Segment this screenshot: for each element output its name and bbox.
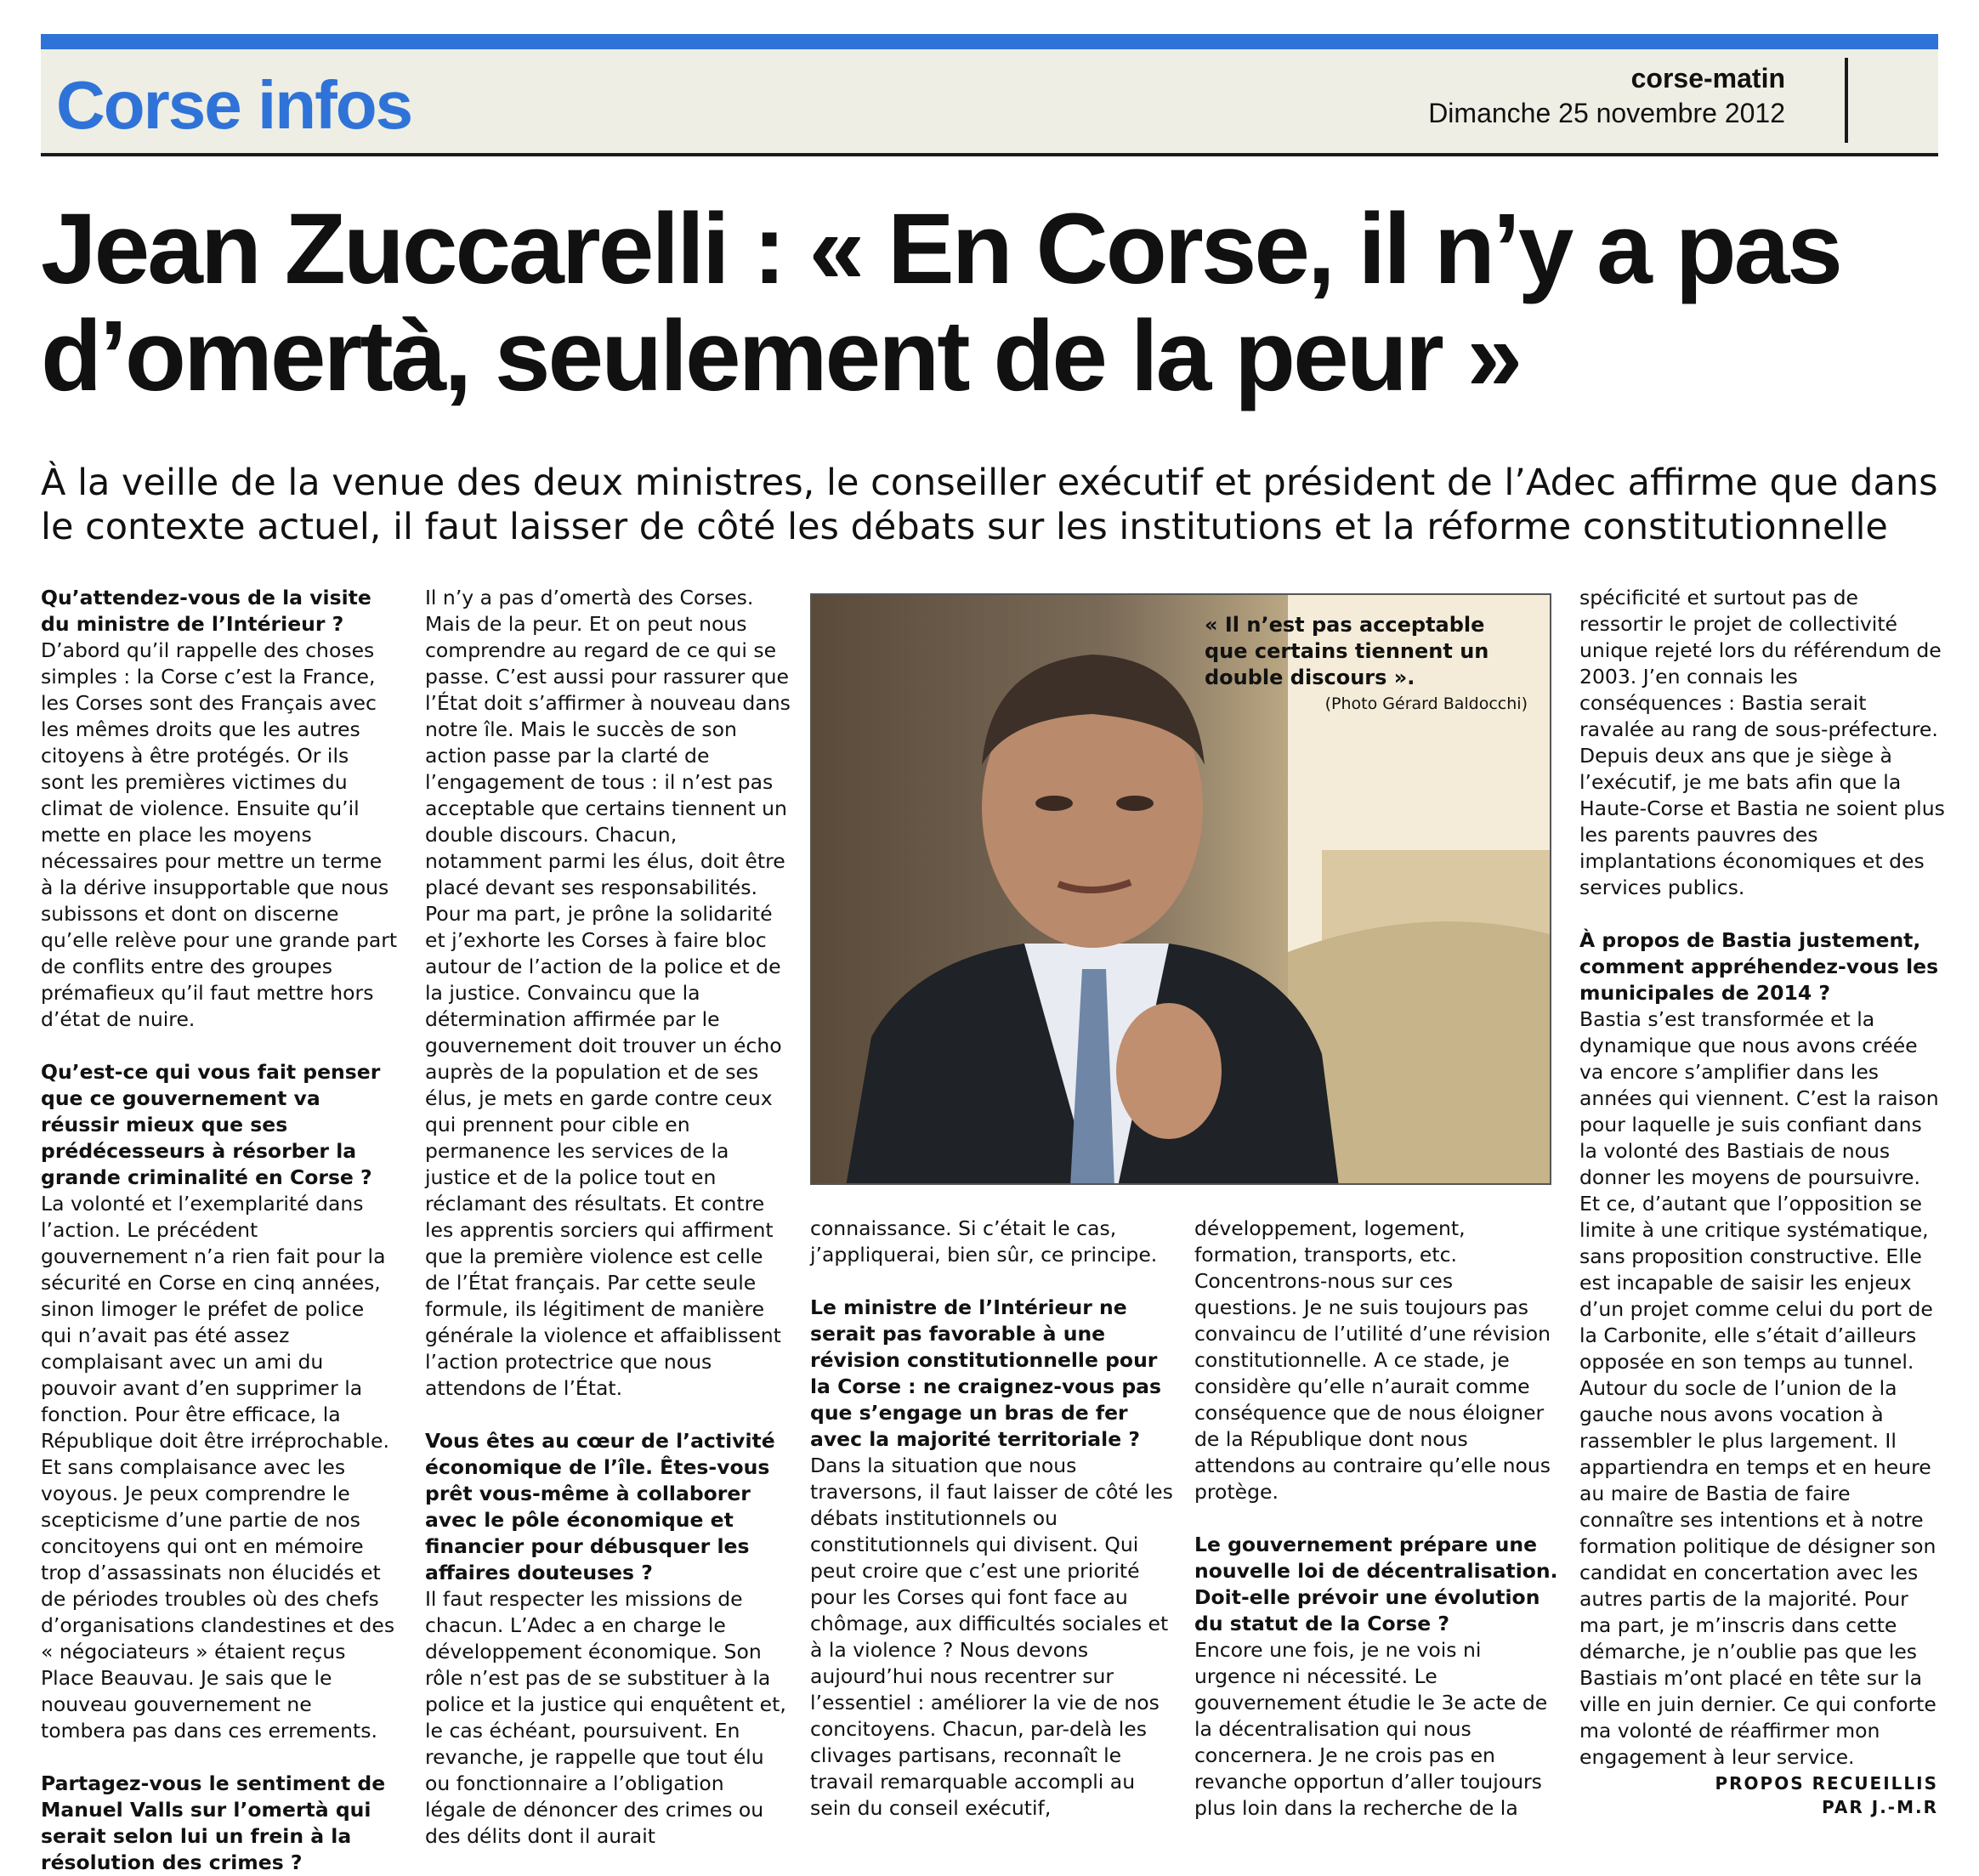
answer: développement, logement, formation, transports, etc. Concentrons-nous sur ces questions. Je ne suis toujours pas convaincu de l’utilité d’une révision constitutionnelle. A ce stade, je considère qu’elle n’aurait comme conséquence que de nous éloigner de la République dont nous attendons au contraire qu’elle nous protège. — [1194, 1216, 1551, 1504]
answer: Il faut respecter les missions de chacun. L’Adec a en charge le développement économique. Son rôle n’est pas de se substituer à la police et la justice qui enquêtent et, le cas échéant, poursuivent. En revanche, je rappelle que tout élu ou fonctionnaire a l’obligation légale de dénoncer des crimes ou des délits dont il aurait — [425, 1587, 786, 1848]
article-headline — [41, 193, 1945, 412]
text-column-3 — [810, 1216, 1176, 1822]
caption-quote: « Il n’est pas acceptable que certains tiennent un double discours ». — [1205, 613, 1489, 689]
text-column-2 — [425, 585, 791, 1850]
text-column-4 — [1194, 1216, 1560, 1822]
text-column-5 — [1579, 585, 1945, 1771]
article-subhead: À la veille de la venue des deux ministres, le conseiller exécutif et président de l’Adec affirme que dans le contexte actuel, il faut laisser de côté les débats sur les institutions et la réforme constitutionnelle — [41, 462, 1938, 548]
question: Qu’est-ce qui vous fait penser que ce gouvernement va réussir mieux que ses prédécesseurs à résorber la grande criminalité en Corse ? — [41, 1060, 381, 1189]
top-color-bar — [41, 34, 1938, 49]
question: Le ministre de l’Intérieur ne serait pas favorable à une révision constitutionnelle pour la Corse : ne craignez-vous pas que s’engage un bras de fer avec la majorité territoriale ? — [810, 1295, 1161, 1451]
section-title: Corse infos — [56, 67, 412, 143]
headline-line-1: Jean Zuccarelli : « En Corse, il n’y a pas — [41, 193, 1840, 305]
answer: Encore une fois, je ne vois ni urgence ni nécessité. Le gouvernement étudie le 3e acte de la décentralisation qui nous concernera. Je ne crois pas en revanche opportun d’aller toujours plus loin dans la recherche de la — [1194, 1638, 1548, 1820]
portrait-photo — [810, 593, 1551, 1185]
banner-divider — [1845, 58, 1848, 143]
question: Partagez-vous le sentiment de Manuel Valls sur l’omertà qui serait selon lui un frein à la résolution des crimes ? — [41, 1771, 386, 1874]
answer: Il n’y a pas d’omertà des Corses. Mais de la peur. Et on peut nous comprendre au regard de ce qui se passe. C’est aussi pour rassurer que l’État doit s’affirmer à nouveau dans notre île. Mais le succès de son action passe par la clarté de l’engagement de tous : il n’est pas acceptable que certains tiennent un double discours. Chacun, notamment parmi les élus, doit être placé devant ses responsabilités. Pour ma part, je prône la solidarité et j’exhorte les Corses à faire bloc autour de l’action de la police et de la justice. Convaincu que la détermination affirmée par le gouvernement doit trouver un écho auprès de la population et de ses élus, je mets en garde contre ceux qui prennent pour cible en permanence les services de la justice et de la police tout en réclamant des résultats. Et contre les apprentis sorciers qui affirment que la première violence est celle de l’État français. Par cette seule formule, ils légitiment de manière générale la violence et affaiblissent l’action protectrice que nous attendons de l’État. — [425, 586, 791, 1400]
question: Qu’attendez-vous de la visite du ministre de l’Intérieur ? — [41, 586, 371, 636]
question: Vous êtes au cœur de l’activité économique de l’île. Êtes-vous prêt vous-même à collaborer avec le pôle économique et financier pour débusquer les affaires douteuses ? — [425, 1429, 775, 1584]
answer: D’abord qu’il rappelle des choses simples : la Corse c’est la France, les Corses sont des Français avec les mêmes droits que les autres citoyens à être protégés. Or ils sont les premières victimes du climat de violence. Ensuite qu’il mette en place les moyens nécessaires pour mettre un terme à la dérive insupportable que nous subissons et dont on discerne qu’elle relève pour une grande part de conflits entre des groupes prémafieux qu’il faut mettre hors d’état de nuire. — [41, 638, 398, 1031]
photo-credit: (Photo Gérard Baldocchi) — [1324, 694, 1528, 713]
answer: spécificité et surtout pas de ressortir le projet de collectivité unique rejeté lors du référendum de 2003. J’en connais les conséquences : Bastia serait ravalée au rang de sous-préfecture. Depuis deux ans que je siège à l’exécutif, je me bats afin que la Haute-Corse et Bastia ne soient plus les parents pauvres des implantations économiques et des services publics. — [1579, 586, 1945, 899]
section-banner — [41, 49, 1938, 156]
answer: La volonté et l’exemplarité dans l’action. Le précédent gouvernement n’a rien fait pour la sécurité en Corse en cinq années, sinon limoger le préfet de police qui n’avait pas été assez complaisant avec un ami du pouvoir avant d’en supprimer la fonction. Pour être efficace, la République doit être irréprochable. Et sans complaisance avec les voyous. Je peux comprendre le scepticisme d’une partie de nos concitoyens qui ont en mémoire trop d’assassinats non élucidés et de périodes troubles où des chefs d’organisations clandestines et des « négociateurs » étaient reçus Place Beauvau. Je sais que le nouveau gouvernement ne tombera pas dans ces errements. — [41, 1192, 395, 1743]
question: À propos de Bastia justement, comment appréhendez-vous les municipales de 2014 ? — [1579, 928, 1939, 1005]
headline-line-2: d’omertà, seulement de la peur » — [41, 300, 1521, 412]
newspaper-name: corse-matin — [1630, 63, 1785, 94]
answer: connaissance. Si c’était le cas, j’appliquerai, bien sûr, ce principe. — [810, 1216, 1158, 1267]
text-column-1 — [41, 585, 398, 1876]
newspaper-info — [1428, 63, 1785, 129]
answer: Dans la situation que nous traversons, il faut laisser de côté les débats institutionnels ou constitutionnels qui divisent. Qui peut croire que c’est une priorité pour les Corses qui font face au chômage, aux difficultés sociales et à la violence ? Nous devons aujourd’hui nous recentrer sur l’essentiel : améliorer la vie de nos concitoyens. Chacun, par-delà les clivages partisans, reconnaît le travail remarquable accompli au sein du conseil exécutif, — [810, 1454, 1173, 1820]
photo-caption — [1205, 612, 1528, 713]
question: Le gouvernement prépare une nouvelle loi de décentralisation. Doit-elle prévoir une évolution du statut de la Corse ? — [1194, 1533, 1558, 1635]
publication-date: Dimanche 25 novembre 2012 — [1428, 98, 1785, 128]
byline — [1715, 1771, 1938, 1819]
byline-line-2: PAR J.-M.R — [1822, 1797, 1938, 1817]
answer: Bastia s’est transformée et la dynamique que nous avons créée va encore s’amplifier dans les années qui viennent. C’est la raison pour laquelle je suis confiant dans la volonté des Bastiais de nous donner les moyens de poursuivre. Et ce, d’autant que l’opposition se limite à une critique systématique, sans proposition constructive. Elle est incapable de saisir les enjeux d’un projet comme celui du port de la Carbonite, elle s’était d’ailleurs opposée en son temps au tunnel. Autour du socle de l’union de la gauche nous avons vocation à rassembler le plus largement. Il appartiendra en temps et en heure au maire de Bastia de faire connaître ses intentions et à notre formation politique de désigner son candidat en concertation avec les autres partis de la majorité. Pour ma part, je m’inscris dans cette démarche, je n’oublie pas que les Bastiais m’ont placé en tête sur la ville en juin dernier. Ce qui conforte ma volonté de réaffirmer mon engagement à leur service. — [1579, 1007, 1939, 1769]
byline-line-1: PROPOS RECUEILLIS — [1715, 1773, 1938, 1794]
